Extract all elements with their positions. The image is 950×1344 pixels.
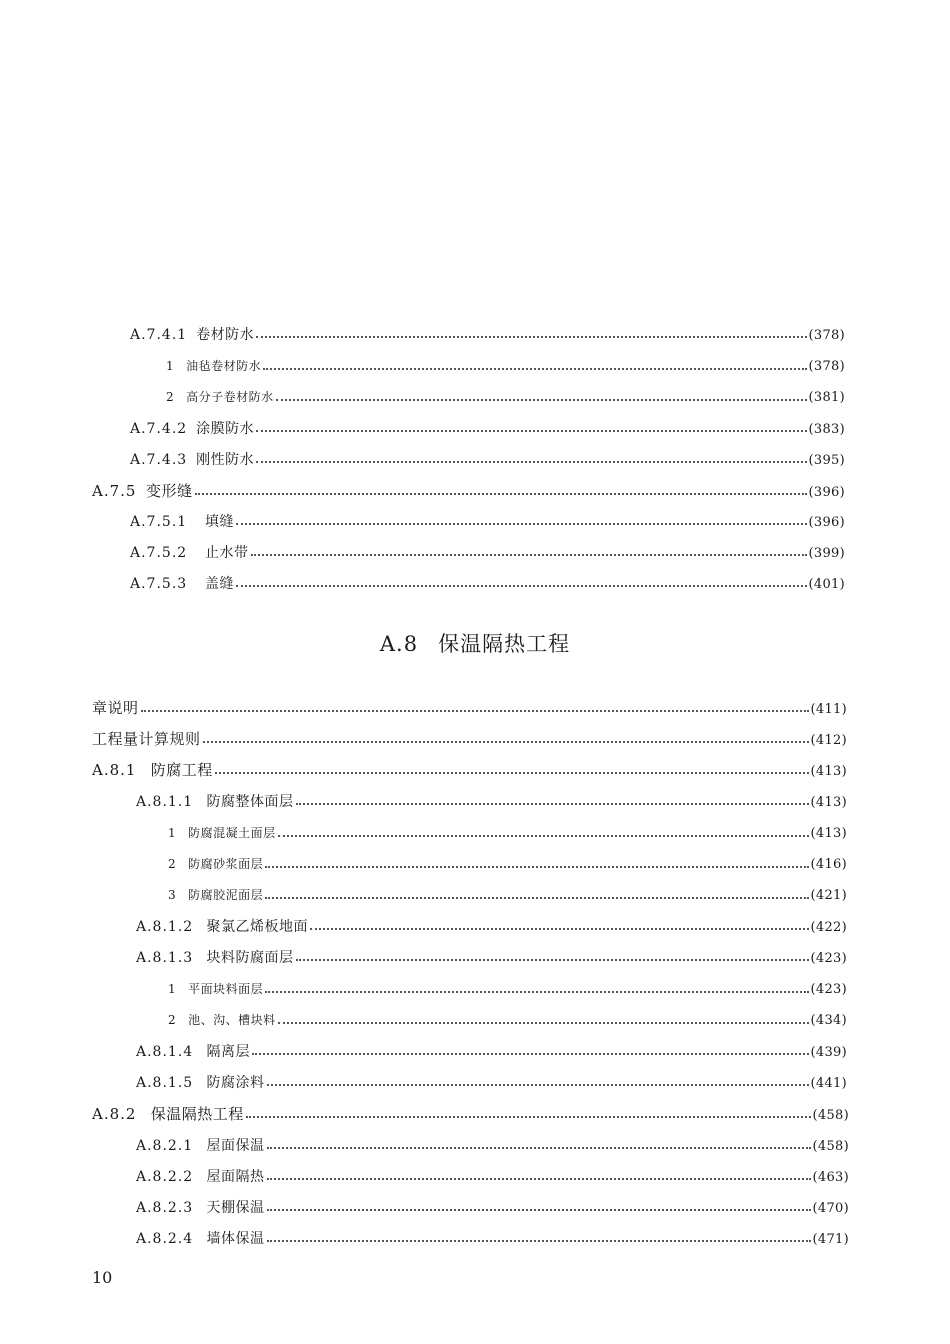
leader-dots — [236, 585, 807, 587]
leader-dots — [246, 1116, 811, 1118]
entry-number: A.8.2.2 — [136, 1169, 194, 1185]
leader-dots — [267, 1178, 811, 1180]
entry-number: A.7.5.3 — [130, 576, 188, 592]
toc-entry[interactable] — [136, 791, 847, 811]
leader-dots — [267, 1147, 811, 1149]
entry-title: 涂膜防水 — [196, 421, 255, 437]
entry-page: (396) — [808, 515, 845, 530]
entry-page: (396) — [808, 485, 845, 500]
toc-entry[interactable] — [168, 1011, 847, 1028]
toc-entry[interactable] — [136, 1135, 849, 1155]
leader-dots — [265, 866, 808, 868]
entry-number: A.8.1.2 — [136, 919, 194, 935]
entry-number: A.8.1.3 — [136, 950, 194, 966]
leader-dots — [265, 897, 808, 899]
entry-title: 盖缝 — [205, 576, 234, 592]
leader-dots — [265, 991, 808, 993]
entry-number: A.8.1.1 — [136, 794, 194, 810]
entry-page: (441) — [810, 1076, 847, 1091]
entry-page: (413) — [810, 764, 847, 779]
entry-number: 1 — [166, 359, 175, 373]
entry-page: (458) — [812, 1139, 849, 1154]
toc-entry[interactable] — [92, 759, 847, 780]
toc-entry[interactable] — [136, 1072, 847, 1092]
entry-title: 卷材防水 — [196, 327, 255, 343]
entry-page: (470) — [812, 1201, 849, 1216]
entry-title: 变形缝 — [146, 482, 193, 500]
toc-entry[interactable] — [136, 916, 847, 936]
entry-number: 2 — [168, 1013, 177, 1027]
toc-entry[interactable] — [92, 728, 847, 749]
leader-dots — [276, 399, 807, 401]
entry-title: 屋面隔热 — [206, 1169, 265, 1185]
entry-page: (458) — [812, 1108, 849, 1123]
entry-title: 平面块料面层 — [188, 982, 264, 996]
entry-page: (422) — [810, 920, 847, 935]
entry-page: (383) — [808, 422, 845, 437]
section-number: A.8 — [379, 632, 419, 656]
entry-title: 块料防腐面层 — [206, 950, 294, 966]
leader-dots — [195, 493, 807, 495]
entry-page: (413) — [810, 795, 847, 810]
entry-title: 刚性防水 — [196, 452, 255, 468]
leader-dots — [256, 430, 806, 432]
entry-title: 填缝 — [205, 514, 234, 530]
entry-title: 防腐涂料 — [206, 1075, 265, 1091]
entry-number: A.7.4.1 — [130, 327, 188, 343]
entry-page: (412) — [810, 733, 847, 748]
toc-entry[interactable] — [166, 357, 845, 374]
entry-page: (401) — [808, 577, 845, 592]
entry-number: 2 — [166, 390, 175, 404]
entry-title: 防腐混凝土面层 — [188, 826, 276, 840]
leader-dots — [296, 959, 809, 961]
toc-entry[interactable] — [136, 1041, 847, 1061]
entry-page: (378) — [808, 328, 845, 343]
entry-number: 1 — [168, 982, 177, 996]
toc-entry[interactable] — [136, 1197, 849, 1217]
leader-dots — [278, 835, 809, 837]
entry-page: (399) — [808, 546, 845, 561]
entry-page: (439) — [810, 1045, 847, 1060]
entry-number: 2 — [168, 857, 177, 871]
entry-number: 1 — [168, 826, 177, 840]
leader-dots — [263, 368, 806, 370]
toc-entry[interactable] — [130, 324, 845, 344]
entry-page: (421) — [810, 888, 847, 903]
entry-page: (423) — [810, 951, 847, 966]
section-title: 保温隔热工程 — [438, 632, 571, 656]
entry-number: A.7.5.2 — [130, 545, 188, 561]
entry-page: (423) — [810, 982, 847, 997]
toc-entry[interactable] — [168, 855, 847, 872]
entry-number: A.7.5.1 — [130, 514, 188, 530]
leader-dots — [251, 554, 807, 556]
toc-entry[interactable] — [130, 542, 845, 562]
entry-page: (434) — [810, 1013, 847, 1028]
entry-page: (416) — [810, 857, 847, 872]
entry-number: A.7.4.3 — [130, 452, 188, 468]
entry-title: 油毡卷材防水 — [186, 359, 262, 373]
entry-number: 3 — [168, 888, 177, 902]
entry-title: 防腐工程 — [150, 761, 213, 779]
entry-title: 屋面保温 — [206, 1138, 265, 1154]
toc-entry[interactable] — [166, 388, 845, 405]
entry-page: (378) — [808, 359, 845, 374]
toc-entry[interactable] — [92, 697, 847, 718]
leader-dots — [236, 523, 807, 525]
toc-entry[interactable] — [168, 980, 847, 997]
toc-entry[interactable] — [136, 1166, 849, 1186]
entry-title: 墙体保温 — [206, 1231, 265, 1247]
entry-number: A.8.1 — [92, 761, 137, 779]
toc-entry[interactable] — [168, 886, 847, 903]
leader-dots — [215, 772, 809, 774]
leader-dots — [203, 741, 809, 743]
entry-number: A.8.2 — [92, 1105, 137, 1123]
leader-dots — [296, 803, 809, 805]
toc-entry[interactable] — [168, 824, 847, 841]
toc-entry[interactable] — [92, 480, 845, 501]
entry-title: 池、沟、槽块料 — [188, 1013, 276, 1027]
toc-entry[interactable] — [136, 1228, 849, 1248]
entry-page: (471) — [812, 1232, 849, 1247]
entry-number: A.7.5 — [92, 482, 137, 500]
entry-title: 高分子卷材防水 — [186, 390, 274, 404]
entry-page: (463) — [812, 1170, 849, 1185]
entry-title: 保温隔热工程 — [150, 1105, 244, 1123]
entry-title: 防腐砂浆面层 — [188, 857, 264, 871]
toc-entry[interactable] — [130, 449, 845, 469]
leader-dots — [267, 1240, 811, 1242]
entry-number: A.8.2.1 — [136, 1138, 194, 1154]
toc-entry[interactable] — [136, 947, 847, 967]
page-number: 10 — [92, 1268, 113, 1287]
leader-dots — [267, 1209, 811, 1211]
entry-title: 聚氯乙烯板地面 — [206, 919, 309, 935]
leader-dots — [310, 928, 808, 930]
leader-dots — [256, 461, 806, 463]
leader-dots — [278, 1022, 809, 1024]
leader-dots — [252, 1053, 808, 1055]
entry-number: A.7.4.2 — [130, 421, 188, 437]
entry-title: 防腐胶泥面层 — [188, 888, 264, 902]
entry-number: A.8.1.5 — [136, 1075, 194, 1091]
entry-page: (411) — [810, 702, 847, 717]
toc-entry[interactable] — [92, 1103, 849, 1124]
entry-page: (395) — [808, 453, 845, 468]
entry-page: (381) — [808, 390, 845, 405]
entry-number: A.8.2.3 — [136, 1200, 194, 1216]
entry-page: (413) — [810, 826, 847, 841]
leader-dots — [267, 1084, 809, 1086]
entry-number: A.8.1.4 — [136, 1044, 194, 1060]
entry-title: 止水带 — [205, 545, 249, 561]
toc-entry[interactable] — [130, 418, 845, 438]
entry-title: 天棚保温 — [206, 1200, 265, 1216]
entry-title: 防腐整体面层 — [206, 794, 294, 810]
toc-entry[interactable] — [130, 573, 845, 593]
toc-entry[interactable] — [130, 511, 845, 531]
section-heading — [0, 628, 950, 658]
leader-dots — [141, 710, 809, 712]
entry-title: 工程量计算规则 — [92, 730, 201, 748]
entry-title: 隔离层 — [206, 1044, 251, 1060]
entry-title: 章说明 — [92, 699, 139, 717]
leader-dots — [256, 336, 806, 338]
entry-number: A.8.2.4 — [136, 1231, 194, 1247]
